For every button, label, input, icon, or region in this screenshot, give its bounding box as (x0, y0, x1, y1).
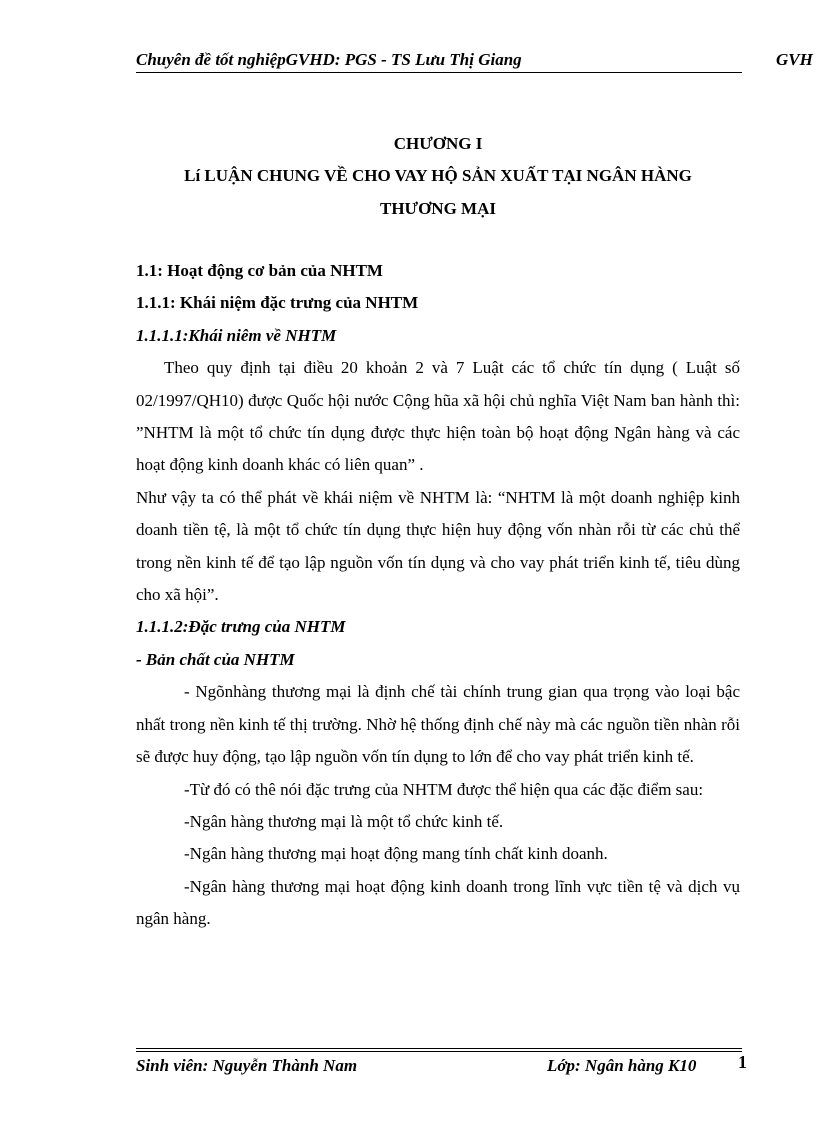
header-right-text: GVH (776, 50, 813, 69)
footer-divider-bottom (136, 1051, 742, 1052)
document-body (136, 255, 740, 936)
footer-class: Lớp: Ngân hàng K10 (547, 1056, 697, 1075)
heading-ban-chat: - Bản chất của NHTM (136, 649, 295, 669)
paragraph-definition-concept: Như vậy ta có thể phát về khái niệm về NHTM là: “NHTM là một doanh nghiệp kinh doanh tiền tệ, là một tổ chức tín dụng thực hiện huy động vốn nhàn rỗi từ các chủ thể trong nền kinh tế để tạo lập nguồn vốn tín dụng và cho vay phát triển kinh tế, tiêu dùng cho xã hội”. (136, 487, 740, 605)
header-title: Chuyên đề tốt nghiệpGVHD: PGS - TS Lưu Thị Giang (136, 50, 522, 69)
paragraph-characteristics-intro: -Từ đó có thê nói đặc trưng của NHTM được thể hiện qua các đặc điểm sau: (184, 779, 704, 799)
paragraph-definition-law: Theo quy định tại điều 20 khoản 2 và 7 Luật các tổ chức tín dụng ( Luật số 02/1997/QH10) được Quốc hội nước Cộng hũa xã hội chủ nghĩa Việt Nam ban hành thì: ”NHTM là một tổ chức tín dụng được thực hiện toàn bộ hoạt động Ngân hàng và các hoạt động kinh doanh khác có liên quan” . (136, 358, 740, 475)
heading-1-1: 1.1: Hoạt động cơ bản của NHTM (136, 261, 383, 280)
chapter-number: CHƯƠNG I (393, 134, 483, 153)
page-number: 1 (738, 1052, 747, 1072)
list-item-business-nature: -Ngân hàng thương mại hoạt động mang tính chất kinh doanh. (184, 844, 608, 864)
header-divider (136, 72, 742, 73)
list-item-monetary-field: -Ngân hàng thương mại hoạt động kinh doanh trong lĩnh vực tiền tệ và dịch vụ ngân hàng. (136, 876, 740, 929)
chapter-title-line-2: THƯƠNG MẠI (379, 199, 496, 218)
footer-student: Sinh viên: Nguyễn Thành Nam (136, 1056, 358, 1075)
footer-divider-top (136, 1048, 742, 1049)
heading-1-1-1-2: 1.1.1.2:Đặc trưng của NHTM (136, 617, 346, 637)
heading-1-1-1: 1.1.1: Khái niệm đặc trưng của NHTM (136, 293, 419, 313)
list-item-economic-org: -Ngân hàng thương mại là một tổ chức kinh tế. (184, 811, 504, 831)
paragraph-nature: - Ngõnhàng thương mại là định chế tài chính trung gian qua trọng vào loại bậc nhất trong nền kinh tế thị trường. Nhờ hệ thống định chế này mà các nguồn tiền nhàn rỗi sẽ được huy động, tạo lập nguồn vốn tín dụng to lớn để cho vay phát triển kinh tế. (136, 682, 740, 767)
heading-1-1-1-1: 1.1.1.1:Khái niêm về NHTM (136, 325, 337, 345)
chapter-title-line-1: Lí LUẬN CHUNG VỀ CHO VAY HỘ SẢN XUẤT TẠI NGÂN HÀNG (184, 166, 692, 185)
